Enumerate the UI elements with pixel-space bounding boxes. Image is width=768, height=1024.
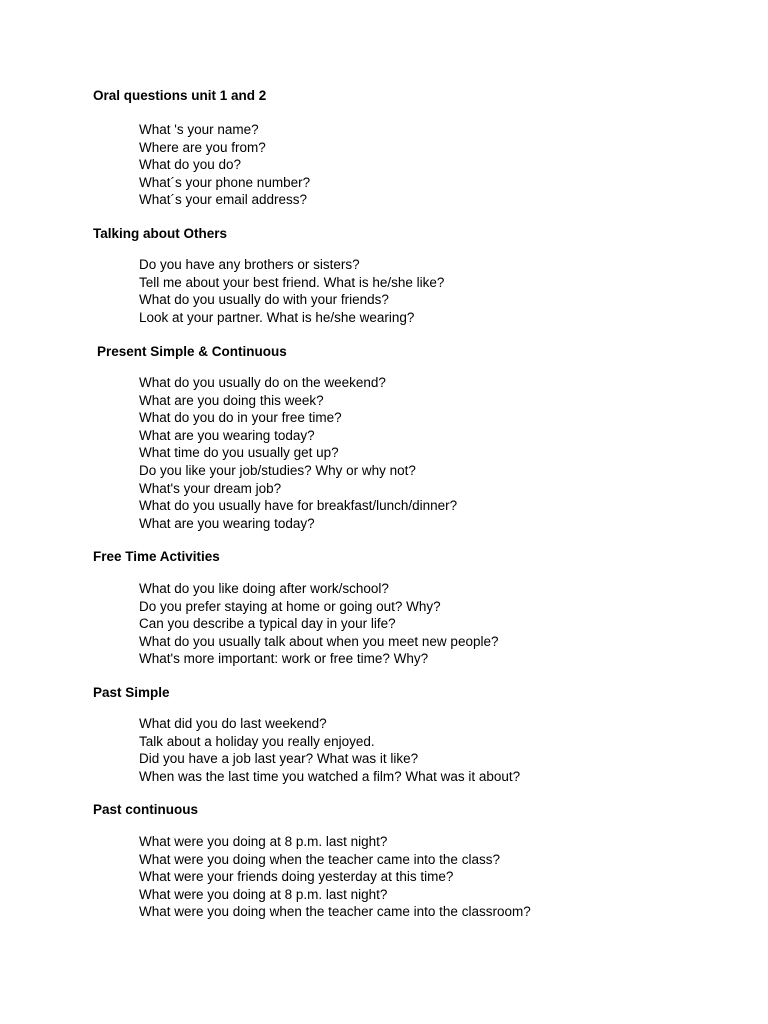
item-text: When was the last time you watched a film? What was it about? bbox=[139, 768, 521, 784]
item-text: What 's your name? bbox=[139, 122, 259, 137]
item-text: Do you have any brothers or sisters? bbox=[139, 257, 360, 272]
item-text: What were you doing when the teacher came into the class? bbox=[139, 851, 500, 867]
item-text: What were you doing at 8 p.m. last night? bbox=[139, 886, 388, 902]
item-text: What were your friends doing yesterday at this time? bbox=[139, 869, 454, 885]
item-text: What are you wearing today? bbox=[139, 427, 315, 443]
item-text: Do you prefer staying at home or going out? Why? bbox=[139, 598, 441, 614]
section-heading: Oral questions unit 1 and 2 bbox=[93, 88, 267, 103]
item-text: Talk about a holiday you really enjoyed. bbox=[139, 733, 375, 749]
item-text: What's more important: work or free time? Why? bbox=[139, 651, 429, 667]
item-text: Look at your partner. What is he/she wearing? bbox=[139, 309, 415, 325]
item-text: What do you like doing after work/school? bbox=[139, 581, 389, 596]
item-text: What did you do last weekend? bbox=[139, 716, 327, 731]
item-text: What do you do? bbox=[139, 157, 242, 173]
item-text: Can you describe a typical day in your life? bbox=[139, 616, 396, 632]
item-text: What time do you usually get up? bbox=[139, 445, 339, 461]
item-text: Where are you from? bbox=[139, 139, 266, 155]
item-text: Did you have a job last year? What was it like? bbox=[139, 751, 419, 767]
item-text: What are you wearing today? bbox=[139, 515, 315, 531]
item-text: What´s your phone number? bbox=[139, 174, 311, 190]
item-text: What do you usually have for breakfast/lunch/dinner? bbox=[139, 498, 458, 514]
section-heading: Free Time Activities bbox=[93, 549, 220, 564]
section-heading: Present Simple & Continuous bbox=[97, 344, 287, 359]
item-text: What´s your email address? bbox=[139, 192, 308, 208]
item-text: What were you doing at 8 p.m. last night? bbox=[139, 834, 388, 849]
item-text: What do you usually do with your friends? bbox=[139, 292, 389, 308]
section-heading: Past continuous bbox=[93, 802, 199, 817]
item-text: What do you usually do on the weekend? bbox=[139, 375, 386, 390]
item-text: What do you do in your free time? bbox=[139, 410, 342, 426]
section-heading: Past Simple bbox=[93, 685, 170, 700]
item-text: Do you like your job/studies? Why or why not? bbox=[139, 462, 416, 478]
item-text: What do you usually talk about when you meet new people? bbox=[139, 633, 499, 649]
item-text: Tell me about your best friend. What is he/she like? bbox=[139, 274, 445, 290]
item-text: What are you doing this week? bbox=[139, 392, 324, 408]
item-text: What's your dream job? bbox=[139, 480, 282, 496]
item-text: What were you doing when the teacher came into the classroom? bbox=[139, 904, 531, 920]
section-heading: Talking about Others bbox=[93, 226, 228, 241]
